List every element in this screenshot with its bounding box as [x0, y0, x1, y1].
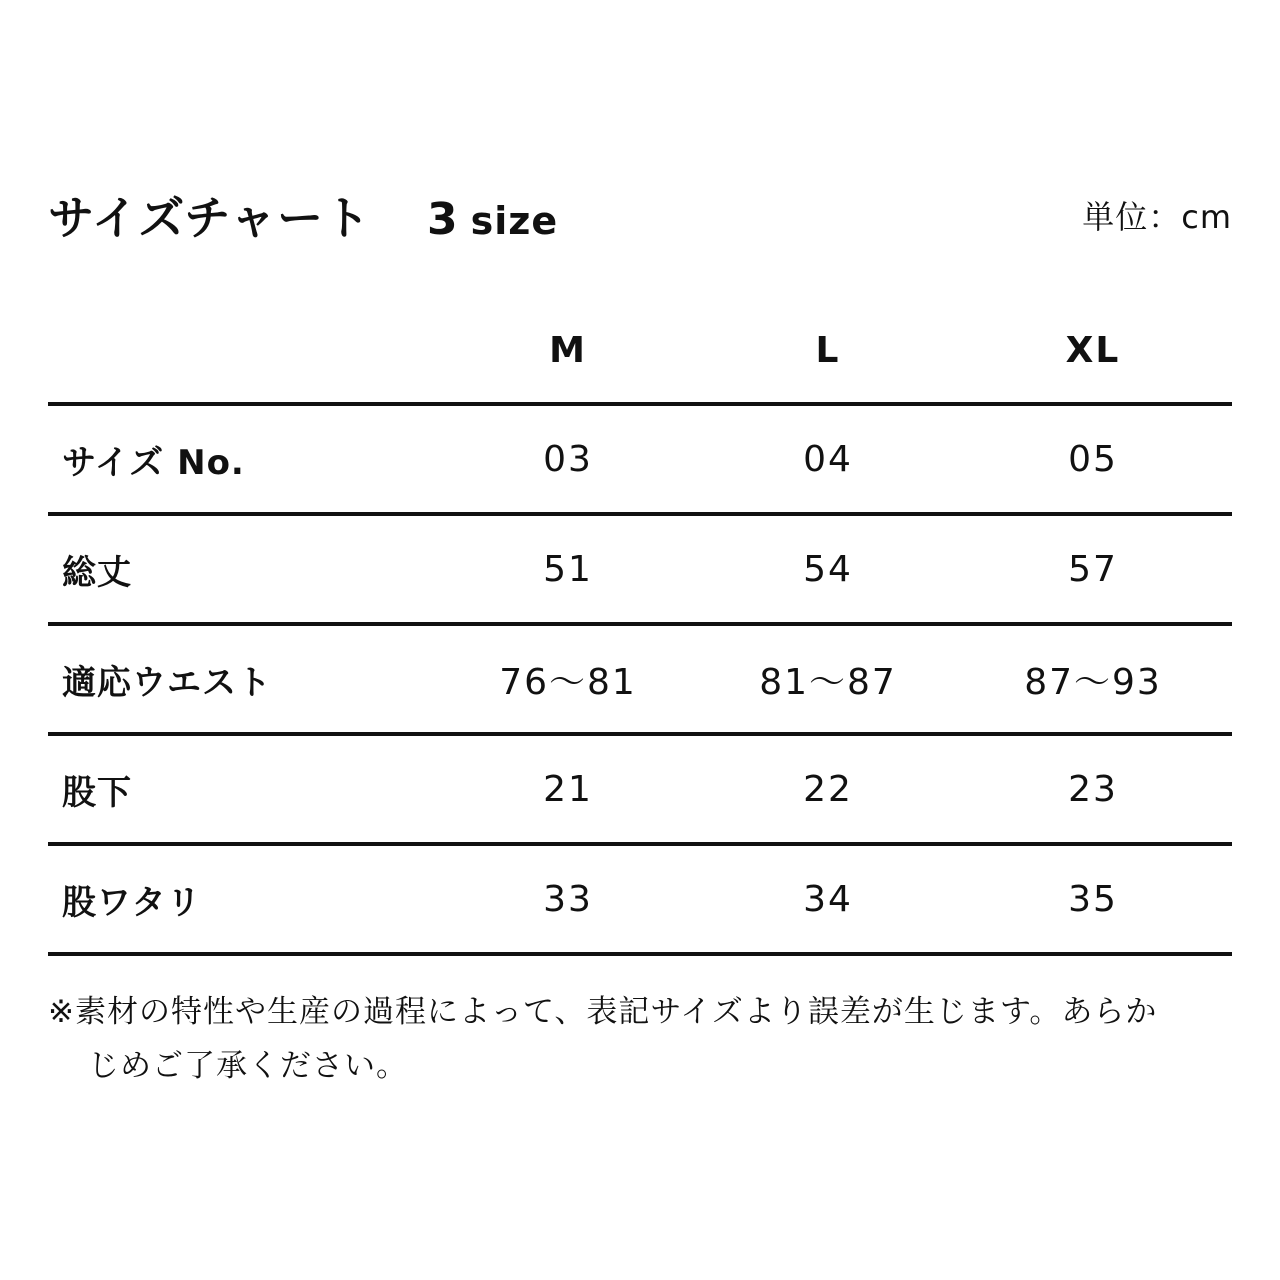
- page-title: [48, 182, 558, 248]
- row-label: 股ワタリ: [62, 882, 202, 923]
- table-cell: 23: [1068, 768, 1118, 810]
- table-cell: 04: [803, 438, 853, 480]
- table-cell: 22: [803, 768, 853, 810]
- table-row: [48, 846, 1232, 956]
- table-cell: 05: [1068, 438, 1118, 480]
- note-line-1: ※素材の特性や生産の過程によって、表記サイズより誤差が生じます。あらか: [48, 994, 1158, 1030]
- table-cell: 87〜93: [1024, 661, 1162, 703]
- table-cell: 21: [543, 768, 593, 810]
- table-cell: 54: [803, 548, 853, 590]
- table-cell: 51: [543, 548, 593, 590]
- size-table: [48, 310, 1232, 956]
- table-row: [48, 736, 1232, 846]
- size-note: [48, 985, 1232, 1093]
- note-line-2: じめご了承ください。: [88, 1048, 408, 1084]
- table-cell: 34: [803, 878, 853, 920]
- table-cell: 57: [1068, 548, 1118, 590]
- table-cell: 33: [543, 878, 593, 920]
- column-header-xl: XL: [1065, 330, 1121, 371]
- column-header-l: L: [815, 330, 841, 371]
- title-row: [48, 180, 1232, 250]
- table-cell: 81〜87: [759, 661, 897, 703]
- table-row: [48, 406, 1232, 516]
- title-text: サイズチャート: [48, 191, 372, 245]
- table-row: [48, 516, 1232, 626]
- table-cell: 35: [1068, 878, 1118, 920]
- unit-label: 単位：cm: [1082, 198, 1232, 236]
- row-label: 股下: [62, 772, 132, 813]
- table-header-row: [48, 310, 1232, 406]
- table-cell: 76〜81: [499, 661, 637, 703]
- row-label: 適応ウエスト: [62, 662, 272, 703]
- row-label: サイズ No.: [62, 442, 245, 483]
- table-row: [48, 626, 1232, 736]
- size-word: size: [470, 199, 559, 243]
- column-header-m: M: [549, 330, 587, 371]
- row-label: 総丈: [62, 552, 132, 593]
- table-cell: 03: [543, 438, 593, 480]
- size-count: 3: [427, 194, 459, 245]
